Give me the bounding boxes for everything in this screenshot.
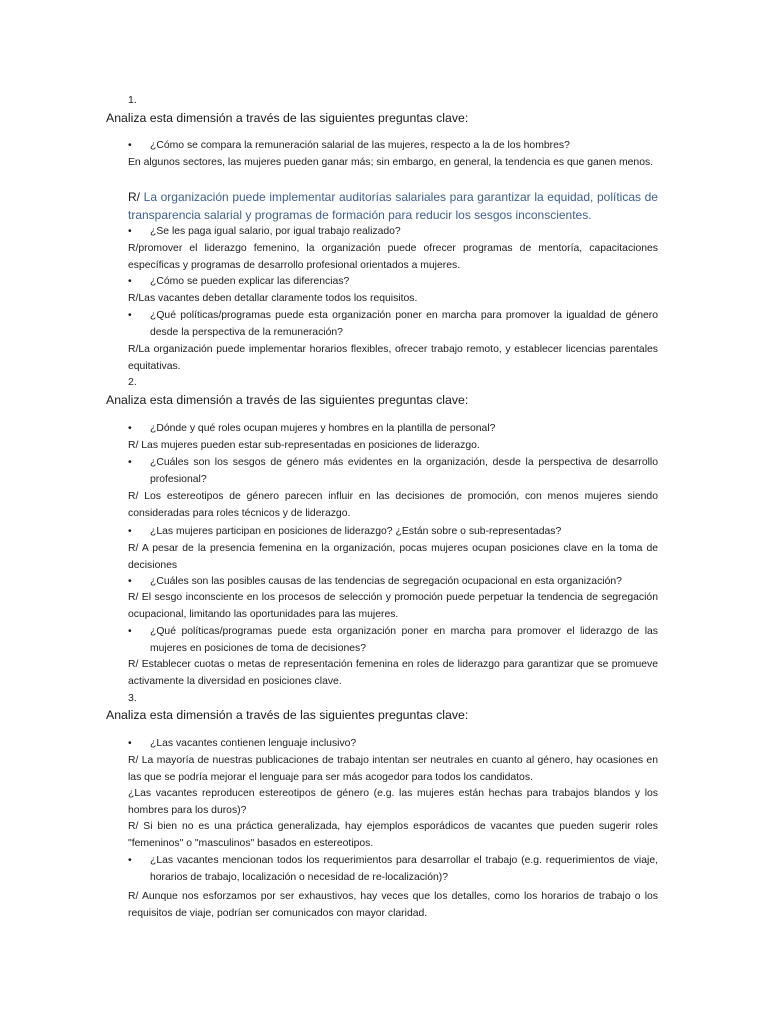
question-item bbox=[128, 455, 658, 488]
question-text: ¿Qué políticas/programas puede esta organización poner en marcha para promover la igualdad de género desde la perspectiva de la remuneración? bbox=[150, 310, 658, 338]
question-item bbox=[128, 421, 658, 438]
question-text: ¿Las mujeres participan en posiciones de liderazgo? ¿Están sobre o sub-representadas? bbox=[150, 526, 562, 537]
answer-text: R/ A pesar de la presencia femenina en la organización, pocas mujeres ocupan posiciones clave en la toma de decisiones bbox=[128, 543, 658, 571]
question-item bbox=[128, 524, 658, 541]
answer-highlighted bbox=[128, 188, 658, 224]
answer-text: R/La organización puede implementar horarios flexibles, ofrecer trabajo remoto, y establecer licencias parentales equitativas. bbox=[128, 344, 658, 372]
bullet-icon: • bbox=[128, 626, 132, 637]
question-text: ¿Cómo se compara la remuneración salarial de las mujeres, respecto a la de los hombres? bbox=[150, 140, 570, 151]
answer-text: R/ Si bien no es una práctica generalizada, hay ejemplos esporádicos de vacantes que pueden sugerir roles "femeninos" o "masculinos" basados en estereotipos. bbox=[128, 821, 658, 849]
section-heading: Analiza esta dimensión a través de las siguientes preguntas clave: bbox=[106, 111, 469, 125]
answer-text: R/ El sesgo inconsciente en los procesos de selección y promoción puede perpetuar la tendencia de segregación ocupacional, limitando las oportunidades para las mujeres. bbox=[128, 592, 658, 620]
answer-text: R/ Los estereotipos de género parecen influir en las decisiones de promoción, con menos mujeres siendo consideradas para roles técnicos y de liderazgo. bbox=[128, 491, 658, 519]
answer-text: En algunos sectores, las mujeres pueden ganar más; sin embargo, en general, la tendencia es que ganen menos. bbox=[128, 157, 654, 168]
bullet-icon: • bbox=[128, 226, 132, 237]
question-text: ¿Se les paga igual salario, por igual trabajo realizado? bbox=[150, 226, 401, 237]
question-text: ¿Las vacantes mencionan todos los requerimientos para desarrollar el trabajo (e.g. requerimientos de viaje, horarios de trabajo, localización o necesidad de re-localización)? bbox=[150, 855, 658, 883]
question-item bbox=[128, 274, 658, 291]
bullet-icon: • bbox=[128, 526, 132, 537]
highlighted-text: La organización puede implementar auditorías salariales para garantizar la equidad, políticas de transparencia salarial y programas de formación para reducir los sesgos inconscientes. bbox=[128, 190, 658, 222]
answer-text: R/Las vacantes deben detallar claramente todos los requisitos. bbox=[128, 293, 418, 304]
answer-text: R/ Establecer cuotas o metas de representación femenina en roles de liderazgo para garantizar que se promueve activamente la diversidad en posiciones clave. bbox=[128, 659, 658, 687]
section-number: 1. bbox=[128, 94, 137, 106]
answer-text: R/ La mayoría de nuestras publicaciones de trabajo intentan ser neutrales en cuanto al género, hay ocasiones en las que se podría mejorar el lenguaje para ser más acogedor para todos los candidatos. bbox=[128, 755, 658, 783]
question-text: ¿Cuáles son las posibles causas de las tendencias de segregación ocupacional en esta organización? bbox=[150, 576, 622, 587]
section-heading: Analiza esta dimensión a través de las siguientes preguntas clave: bbox=[106, 393, 469, 407]
answer-text: R/promover el liderazgo femenino, la organización puede ofrecer programas de mentoría, capacitaciones específicas y programas de desarrollo profesional orientados a mujeres. bbox=[128, 243, 658, 271]
bullet-icon: • bbox=[128, 423, 132, 434]
question-item bbox=[128, 736, 658, 753]
bullet-icon: • bbox=[128, 855, 132, 866]
section-number: 3. bbox=[128, 692, 137, 704]
answer-prefix: R/ bbox=[128, 190, 140, 204]
bullet-icon: • bbox=[128, 276, 132, 287]
question-item bbox=[128, 224, 658, 241]
question-text-inline: ¿Las vacantes reproducen estereotipos de género (e.g. las mujeres están hechas para trabajos blandos y los hombres para los duros)? bbox=[128, 788, 658, 816]
question-item bbox=[128, 853, 658, 886]
answer-text: R/ Las mujeres pueden estar sub-representadas en posiciones de liderazgo. bbox=[128, 440, 480, 451]
answer-text: R/ Aunque nos esforzamos por ser exhaustivos, hay veces que los detalles, como los horarios de trabajo o los requisitos de viaje, podrían ser comunicados con mayor claridad. bbox=[128, 891, 658, 919]
bullet-icon: • bbox=[128, 310, 132, 321]
question-text: ¿Cómo se pueden explicar las diferencias? bbox=[150, 276, 350, 287]
bullet-icon: • bbox=[128, 576, 132, 587]
bullet-icon: • bbox=[128, 457, 132, 468]
bullet-icon: • bbox=[128, 738, 132, 749]
question-text: ¿Qué políticas/programas puede esta organización poner en marcha para promover el liderazgo de las mujeres en posiciones de toma de decisiones? bbox=[150, 626, 658, 654]
question-item bbox=[128, 308, 658, 341]
question-item bbox=[128, 574, 658, 591]
question-text: ¿Cuáles son los sesgos de género más evidentes en la organización, desde la perspectiva de desarrollo profesional? bbox=[150, 457, 658, 485]
question-text: ¿Dónde y qué roles ocupan mujeres y hombres en la plantilla de personal? bbox=[150, 423, 496, 434]
question-text: ¿Las vacantes contienen lenguaje inclusivo? bbox=[150, 738, 357, 749]
bullet-icon: • bbox=[128, 140, 132, 151]
section-number: 2. bbox=[128, 376, 137, 388]
question-item bbox=[128, 138, 658, 155]
section-heading: Analiza esta dimensión a través de las siguientes preguntas clave: bbox=[106, 708, 469, 722]
question-item bbox=[128, 624, 658, 657]
